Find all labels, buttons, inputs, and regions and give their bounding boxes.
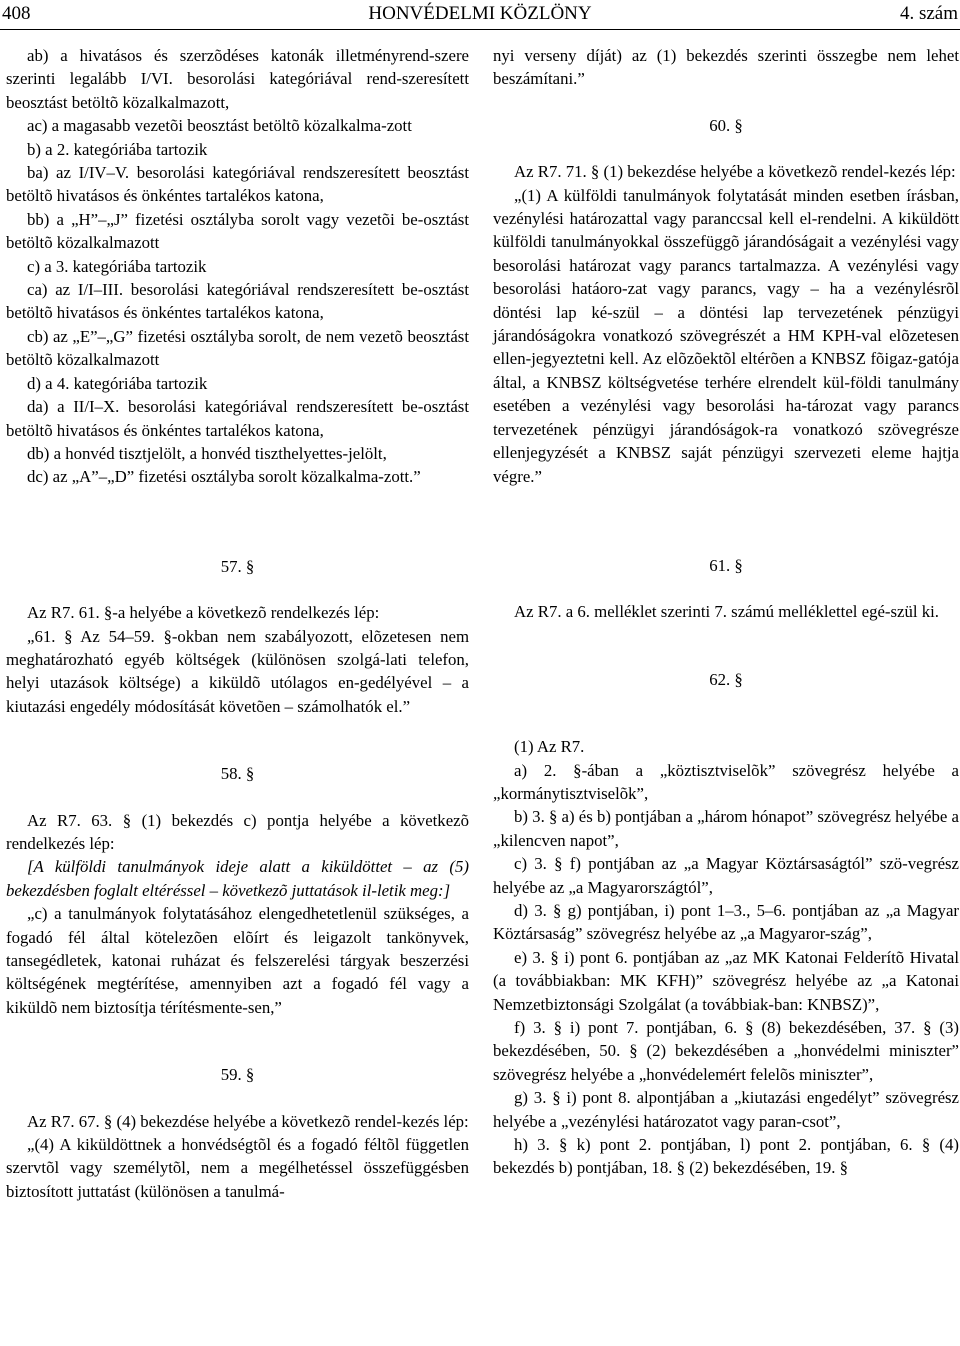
paragraph: „(1) A külföldi tanulmányok folytatását minden esetben írásban, vezénylési határozattal vagy paranccsal kell el-rendelni. A kiküldött külföldi tanulmányokkal összefüggõ járandóságait a vezénylési vagy besorolási határozat vagy parancs tartalmazza. A vezénylési vagy besorolási hatáoro-zat vagy parancs, vagy – ha a vezénylésrõl döntési lap ké-szül – a döntési lap tervezetének pénzügyi járandóságokra vonatkozó szövegrészét a HM KPH-val elõzetesen ellen-jegyeztetni kell. Az elõzõektõl eltérõen a KNBSZ fõigaz-gatója által, a KNBSZ költségvetése terhére elrendelt kül-földi tanulmány esetében a vezénylési vagy besorolási ha-tározat vagy parancs tervezetének pénzügyi járandóságok-ra vonatkozó szövegrésze ellenjegyzését a KNBSZ saját pénzügyi szervezeti eleme hajtja végre.” xyxy=(493,185,959,486)
section-title: 61. § xyxy=(709,555,743,575)
paragraph: a) 2. §-ában a „köztisztviselõk” szövegrész helyébe a „kormánytisztviselõk”, xyxy=(493,760,959,803)
paragraph: c) a 3. kategóriába tartozik xyxy=(27,256,207,276)
right-column xyxy=(493,44,959,1180)
issue-label: 4. szám xyxy=(899,3,958,24)
left-column xyxy=(6,44,469,1203)
section-title: 57. § xyxy=(220,556,255,576)
section-title: 58. § xyxy=(220,764,255,784)
section-title: 60. § xyxy=(709,115,743,135)
paragraph: ac) a magasabb vezetõi beosztást betöltõ közalkalma-zott xyxy=(27,116,412,136)
journal-title: HONVÉDELMI KÖZLÖNY xyxy=(368,3,592,24)
paragraph: ca) az I/I–III. besorolási kategóriával rendszeresített be-osztást betöltõ hivatásos és önkéntes tartalékos katona, xyxy=(6,280,469,323)
header-rule xyxy=(0,29,960,30)
paragraph: nyi verseny díját) az (1) bekezdés szerinti összegbe nem lehet beszámítani.” xyxy=(493,46,959,89)
paragraph: b) 3. § a) és b) pontjában a „három hónapot” szövegrész helyébe a „kilencven napot”, xyxy=(493,807,959,850)
paragraph: „(4) A kiküldöttnek a honvédségtõl és a fogadó féltõl független szervtõl vagy személytõl, nem a megélhetéssel összefüggésben biztosított juttatást (különösen a tanulmá- xyxy=(6,1135,469,1201)
section-title: 59. § xyxy=(220,1065,255,1085)
paragraph: d) a 4. kategóriába tartozik xyxy=(27,373,208,393)
page-header xyxy=(0,0,960,28)
paragraph: Az R7. 67. § (4) bekezdése helyébe a következõ rendel-kezés lép: xyxy=(27,1111,469,1131)
paragraph: h) 3. § k) pont 2. pontjában, l) pont 2. pontjában, 6. § (4) bekezdés b) pontjában, 18. § (2) bekezdésében, 19. § xyxy=(493,1135,959,1178)
paragraph: e) 3. § i) pont 6. pontjában az „az MK Katonai Felderítõ Hivatal (a továbbiakban: MK KFH)” szövegrész helyébe az „a Katonai Nemzetbiztonsági Szolgálat (a továbbiak-ban: KNBSZ)”, xyxy=(493,947,959,1014)
paragraph: d) 3. § g) pontjában, i) pont 1–3., 5–6. pontjában az „a Magyar Köztársaság” szövegrész helyébe az „a Magyaror-szág”, xyxy=(493,900,959,944)
paragraph: cb) az „E”–„G” fizetési osztályba sorolt, de nem vezetõ beosztást betöltõ közalkalmazott xyxy=(6,326,469,370)
page-number: 408 xyxy=(2,3,31,24)
paragraph: „c) a tanulmányok folytatásához elengedhetetlenül szükséges, a fogadó fél által kötelezõen elõírt és leigazolt tankönyvek, tansegédletek, katonai ruházat és felszerelési tárgyak beszerzési költségének megtérítése, amennyiben azt a fogadó fél vagy a kiküldõ nem biztosítja térítésmente-sen,” xyxy=(6,904,469,1017)
paragraph: Az R7. 63. § (1) bekezdés c) pontja helyébe a következõ rendelkezés lép: xyxy=(6,810,469,853)
paragraph: g) 3. § i) pont 8. alpontjában a „kiutazási engedélyt” szövegrész helyébe a „vezénylési határozatot vagy paran-csot”, xyxy=(493,1088,959,1131)
section-title: 62. § xyxy=(709,669,743,689)
paragraph: Az R7. a 6. melléklet szerinti 7. számú melléklettel egé-szül ki. xyxy=(514,602,939,622)
paragraph: da) a II/I–X. besorolási kategóriával rendszeresített be-osztást betöltõ hivatásos és önkéntes tartalékos katona, xyxy=(6,397,469,440)
paragraph: b) a 2. kategóriába tartozik xyxy=(27,139,208,159)
paragraph: „61. § Az 54–59. §-okban nem szabályozott, elõzetesen nem meghatározható egyéb költségek (különösen szolgá-lati telefon, helyi utazások költsége) a kiküldõ utólagos en-gedélyével – a kiutazási engedély módosítását követõen – számolhatók el.” xyxy=(6,626,469,716)
paragraph: ab) a hivatásos és szerzõdéses katonák illetményrend-szere szerinti legalább I/VI. besorolási kategóriával rend-szeresített beosztást betöltõ közalkalmazott, xyxy=(6,46,469,112)
paragraph: db) a honvéd tisztjelölt, a honvéd tiszthelyettes-jelölt, xyxy=(27,443,387,463)
paragraph: (1) Az R7. xyxy=(514,737,585,757)
paragraph: dc) az „A”–„D” fizetési osztályba sorolt közalkalma-zott.” xyxy=(27,467,421,487)
paragraph: c) 3. § f) pontjában az „a Magyar Köztársaságtól” szö-vegrész helyébe az „a Magyarországtól”, xyxy=(493,854,959,897)
paragraph: Az R7. 71. § (1) bekezdése helyébe a következõ rendel-kezés lép: xyxy=(514,162,956,182)
paragraph: Az R7. 61. §-a helyébe a következõ rendelkezés lép: xyxy=(27,603,380,623)
paragraph: ba) az I/IV–V. besorolási kategóriával rendszeresített beosztást betöltõ hivatásos és önkéntes tartalékos katona, xyxy=(6,163,469,206)
paragraph: f) 3. § i) pont 7. pontjában, 6. § (8) bekezdésében, 37. § (3) bekezdésében, 50. § (2) bekezdésében a „honvédelmi miniszter” szövegrész helyébe a „honvédelemért felelõs miniszter”, xyxy=(493,1018,959,1084)
paragraph: bb) a „H”–„J” fizetési osztályba sorolt vagy vezetõi be-osztást betöltõ közalkalmazott xyxy=(6,209,469,253)
italic-paragraph: [A külföldi tanulmányok ideje alatt a kiküldöttet – az (5) bekezdésben foglalt eltéréssel – következõ juttatások il-letik meg:] xyxy=(6,857,469,900)
